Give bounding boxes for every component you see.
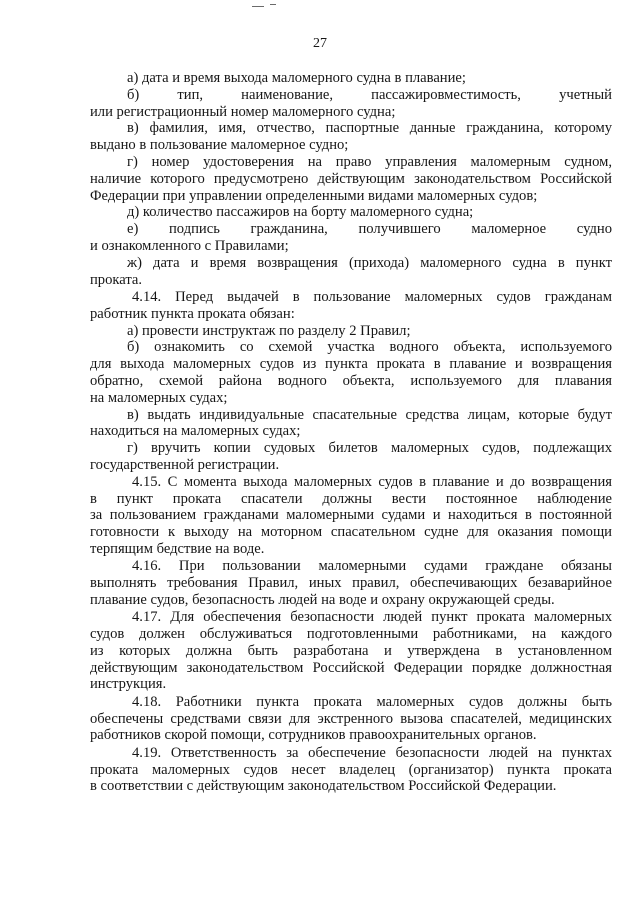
text-line: и ознакомленного с Правилами;	[90, 237, 289, 254]
text-line: е) подпись гражданина, получившего маломерное судно	[127, 221, 612, 238]
text-line: 4.15. С момента выхода маломерных судов в плавание и до возвращения	[132, 473, 612, 490]
text-line: б) ознакомить со схемой участка водного объекта, используемого	[127, 339, 612, 356]
text-line: 4.19. Ответственность за обеспечение безопасности людей на пунктах	[132, 744, 612, 761]
text-line: в соответствии с действующим законодательством Российской Федерации.	[90, 778, 557, 795]
text-line: проката маломерных судов несет владелец (организатор) пункта проката	[90, 761, 612, 778]
text-line: плавание судов, безопасность людей на воде и охрану окружающей среды.	[90, 591, 555, 608]
text-line: Федерации при управлении определенными видами маломерных судов;	[90, 187, 538, 204]
text-line: действующим законодательством Российской Федерации порядке должностная	[90, 659, 612, 676]
text-line: 4.17. Для обеспечения безопасности людей пункт проката маломерных	[132, 609, 612, 626]
text-line: а) провести инструктаж по разделу 2 Правил;	[127, 322, 411, 339]
text-line: готовности к выходу на моторном спасательном судне для оказания помощи	[90, 524, 612, 541]
text-line: выполнять требования Правил, иных правил, обеспечивающих безаварийное	[90, 575, 612, 592]
text-line: в) выдать индивидуальные спасательные средства лицам, которые будут	[127, 406, 612, 423]
text-line: наличие которого предусмотрено действующим законодательством Российской	[90, 170, 612, 187]
text-line: государственной регистрации.	[90, 456, 280, 473]
text-line: а) дата и время выхода маломерного судна в плавание;	[127, 70, 466, 86]
text-line: терпящим бедствие на воде.	[90, 540, 265, 557]
text-line: в пункт проката спасатели должны вести постоянное наблюдение	[90, 490, 612, 507]
text-line: г) номер удостоверения на право управления маломерным судном,	[127, 153, 612, 170]
scan-mark-right	[270, 4, 276, 5]
text-line: работник пункта проката обязан:	[90, 305, 295, 322]
text-line: инструкция.	[90, 676, 167, 693]
text-line: в) фамилия, имя, отчество, паспортные данные гражданина, которому	[127, 120, 612, 137]
text-line: выдано в пользование маломерное судно;	[90, 137, 349, 154]
text-line: б) тип, наименование, пассажировместимость, учетный	[127, 86, 612, 103]
text-line: обратно, схемой района водного объекта, используемого для плавания	[90, 372, 612, 389]
text-line: 4.14. Перед выдачей в пользование маломерных судов гражданам	[132, 288, 612, 305]
text-line: ж) дата и время возвращения (прихода) маломерного судна в пункт	[127, 254, 612, 271]
text-line: 4.16. При пользовании маломерными судами граждане обязаны	[132, 558, 612, 575]
text-line: обеспечены средствами связи для экстренного вызова спасателей, медицинских	[90, 710, 612, 727]
page-number: 27	[313, 36, 327, 51]
document-body	[90, 70, 612, 795]
text-line: работников скорой помощи, сотрудников правоохранительных органов.	[90, 727, 537, 744]
text-line: из которых должна быть разработана и утверждена в установленном	[90, 642, 612, 659]
text-line: на маломерных судах;	[90, 389, 228, 406]
text-line: для выхода маломерных судов из пункта проката в плавание и возвращения	[90, 356, 612, 373]
text-line: за пользованием гражданами маломерными судами и находиться в постоянной	[90, 507, 612, 524]
text-line: или регистрационный номер маломерного судна;	[90, 103, 396, 120]
text-line: д) количество пассажиров на борту маломерного судна;	[127, 204, 474, 221]
text-line: судов должен обслуживаться подготовленными работниками, на каждого	[90, 626, 612, 643]
text-line: проката.	[90, 271, 143, 288]
scan-mark-left	[252, 6, 264, 7]
text-line: находиться на маломерных судах;	[90, 423, 301, 440]
text-line: г) вручить копии судовых билетов маломерных судов, подлежащих	[127, 440, 612, 457]
text-line: 4.18. Работники пункта проката маломерных судов должны быть	[132, 693, 612, 710]
